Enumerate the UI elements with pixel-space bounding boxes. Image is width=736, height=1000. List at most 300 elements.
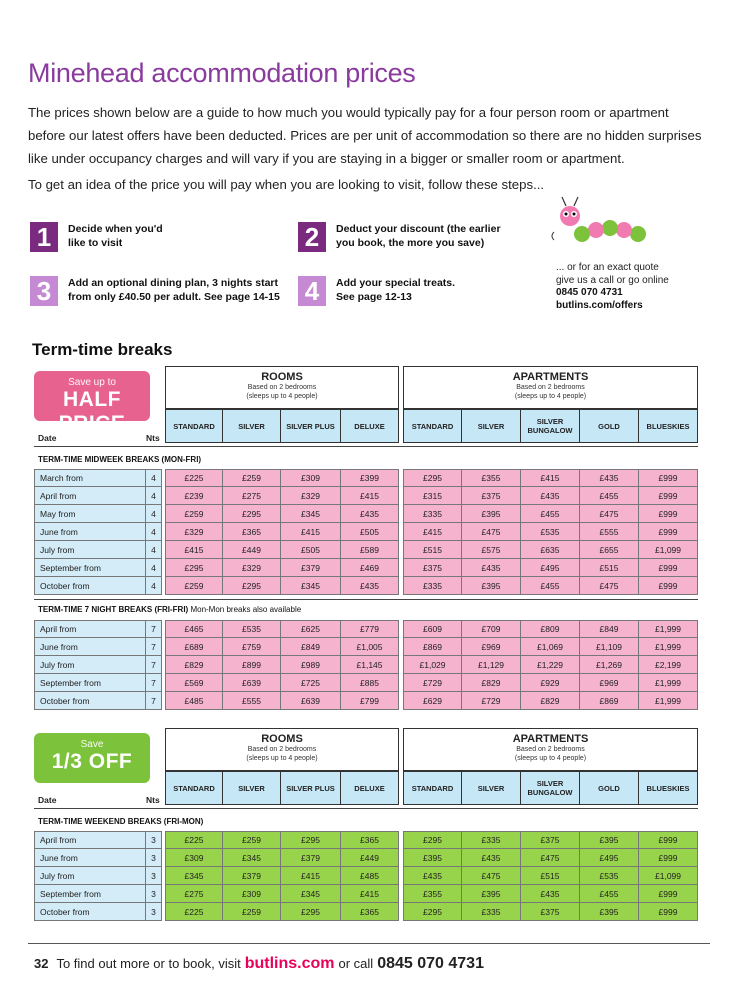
apartment-price-cell: £335 bbox=[403, 505, 462, 523]
quote-line-2: give us a call or go online bbox=[556, 274, 669, 286]
caterpillar-mascot-icon bbox=[548, 192, 658, 252]
row-date: July from bbox=[34, 867, 146, 885]
room-price-cell: £449 bbox=[341, 849, 399, 867]
row-nights: 3 bbox=[146, 867, 162, 885]
apartments-price-row bbox=[403, 656, 698, 674]
rooms-column-headers bbox=[165, 409, 399, 443]
room-price-cell: £589 bbox=[341, 541, 399, 559]
row-date: June from bbox=[34, 523, 146, 541]
room-price-cell: £379 bbox=[223, 867, 281, 885]
rooms-price-row bbox=[165, 867, 399, 885]
room-price-cell: £415 bbox=[281, 523, 341, 541]
room-price-cell: £379 bbox=[281, 849, 341, 867]
room-price-cell: £295 bbox=[281, 903, 341, 921]
table-row bbox=[34, 505, 162, 523]
room-price-cell: £259 bbox=[165, 577, 223, 595]
apartments-price-row bbox=[403, 885, 698, 903]
apartment-price-cell: £435 bbox=[521, 885, 580, 903]
rooms-price-row bbox=[165, 523, 399, 541]
apartment-price-cell: £849 bbox=[580, 620, 639, 638]
step-number-badge: 4 bbox=[298, 276, 326, 306]
apartment-price-cell: £515 bbox=[580, 559, 639, 577]
rooms-price-row bbox=[165, 577, 399, 595]
room-price-cell: £899 bbox=[223, 656, 281, 674]
apartment-price-cell: £455 bbox=[580, 487, 639, 505]
room-price-cell: £555 bbox=[223, 692, 281, 710]
quote-phone[interactable]: 0845 070 4731 bbox=[556, 287, 623, 298]
apartment-price-cell: £969 bbox=[462, 638, 521, 656]
room-price-cell: £415 bbox=[165, 541, 223, 559]
row-date: October from bbox=[34, 903, 146, 921]
step-4 bbox=[298, 276, 466, 306]
row-nights: 4 bbox=[146, 559, 162, 577]
apartment-price-cell: £709 bbox=[462, 620, 521, 638]
apartments-price-row bbox=[403, 903, 698, 921]
row-nights: 4 bbox=[146, 577, 162, 595]
apartments-price-row bbox=[403, 831, 698, 849]
table-row bbox=[34, 903, 162, 921]
step-1 bbox=[30, 222, 178, 252]
section-divider bbox=[34, 599, 698, 600]
room-price-cell: £535 bbox=[223, 620, 281, 638]
rooms-subtitle-1: Based on 2 bedrooms bbox=[247, 384, 317, 391]
apartments-group-header bbox=[403, 728, 698, 771]
room-price-cell: £485 bbox=[341, 867, 399, 885]
rooms-subtitle-1: Based on 2 bedrooms bbox=[247, 746, 317, 753]
row-nights: 3 bbox=[146, 831, 162, 849]
col-header: STANDARD bbox=[403, 409, 462, 443]
apartment-price-cell: £395 bbox=[462, 577, 521, 595]
section-title-weekend bbox=[38, 817, 203, 826]
room-price-cell: £259 bbox=[165, 505, 223, 523]
apartments-price-row bbox=[403, 505, 698, 523]
section-title-midweek bbox=[38, 455, 201, 464]
table-row bbox=[34, 674, 162, 692]
apartment-price-cell: £535 bbox=[521, 523, 580, 541]
half-price-badge bbox=[34, 371, 150, 435]
row-date: April from bbox=[34, 620, 146, 638]
room-price-cell: £465 bbox=[165, 620, 223, 638]
footer-phone[interactable]: 0845 070 4731 bbox=[377, 955, 484, 972]
row-nights: 7 bbox=[146, 638, 162, 656]
rooms-group-header bbox=[165, 366, 399, 409]
table-row bbox=[34, 692, 162, 710]
apartment-price-cell: £395 bbox=[580, 831, 639, 849]
apartment-price-cell: £999 bbox=[639, 487, 698, 505]
col-header: SILVER bbox=[462, 409, 521, 443]
room-price-cell: £239 bbox=[165, 487, 223, 505]
apartments-price-row bbox=[403, 692, 698, 710]
apartment-price-cell: £455 bbox=[521, 505, 580, 523]
room-price-cell: £505 bbox=[341, 523, 399, 541]
room-price-cell: £399 bbox=[341, 469, 399, 487]
apartment-price-cell: £435 bbox=[403, 867, 462, 885]
room-price-cell: £639 bbox=[223, 674, 281, 692]
badge-small-text: Save bbox=[80, 739, 104, 750]
col-header: DELUXE bbox=[341, 771, 399, 805]
room-price-cell: £415 bbox=[341, 885, 399, 903]
row-nights: 4 bbox=[146, 469, 162, 487]
room-price-cell: £989 bbox=[281, 656, 341, 674]
room-price-cell: £779 bbox=[341, 620, 399, 638]
apartments-price-row bbox=[403, 577, 698, 595]
apartment-price-cell: £295 bbox=[403, 469, 462, 487]
room-price-cell: £329 bbox=[165, 523, 223, 541]
rooms-group-header bbox=[165, 728, 399, 771]
rooms-price-row bbox=[165, 620, 399, 638]
row-date: May from bbox=[34, 505, 146, 523]
rooms-price-row bbox=[165, 831, 399, 849]
col-header: GOLD bbox=[580, 409, 639, 443]
room-price-cell: £569 bbox=[165, 674, 223, 692]
room-price-cell: £639 bbox=[281, 692, 341, 710]
date-column-label: Date bbox=[38, 795, 57, 805]
quote-url-link[interactable]: butlins.com/offers bbox=[556, 299, 643, 311]
table-row bbox=[34, 541, 162, 559]
room-price-cell: £309 bbox=[223, 885, 281, 903]
footer-or-call: or call bbox=[338, 956, 374, 971]
room-price-cell: £365 bbox=[341, 903, 399, 921]
apartment-price-cell: £475 bbox=[521, 849, 580, 867]
col-header: SILVER BUNGALOW bbox=[521, 771, 580, 805]
row-nights: 4 bbox=[146, 523, 162, 541]
row-nights: 3 bbox=[146, 885, 162, 903]
rooms-price-row bbox=[165, 505, 399, 523]
apartments-price-row bbox=[403, 523, 698, 541]
nights-column-label: Nts bbox=[146, 433, 160, 443]
rooms-title: ROOMS bbox=[261, 733, 303, 745]
rooms-price-row bbox=[165, 541, 399, 559]
apartments-subtitle-1: Based on 2 bedrooms bbox=[516, 746, 585, 753]
apartments-title: APARTMENTS bbox=[512, 733, 589, 745]
apartment-price-cell: £635 bbox=[521, 541, 580, 559]
apartment-price-cell: £999 bbox=[639, 523, 698, 541]
footer-brand-link[interactable]: butlins.com bbox=[244, 955, 335, 972]
table-row bbox=[34, 885, 162, 903]
row-nights: 4 bbox=[146, 487, 162, 505]
row-nights: 7 bbox=[146, 620, 162, 638]
room-price-cell: £725 bbox=[281, 674, 341, 692]
room-price-cell: £379 bbox=[281, 559, 341, 577]
apartment-price-cell: £495 bbox=[521, 559, 580, 577]
room-price-cell: £295 bbox=[223, 505, 281, 523]
apartment-price-cell: £1,999 bbox=[639, 692, 698, 710]
room-price-cell: £259 bbox=[223, 903, 281, 921]
apartment-price-cell: £1,999 bbox=[639, 620, 698, 638]
col-header: STANDARD bbox=[165, 409, 223, 443]
apartment-price-cell: £375 bbox=[521, 903, 580, 921]
apartment-price-cell: £999 bbox=[639, 831, 698, 849]
table-row bbox=[34, 577, 162, 595]
table-row bbox=[34, 831, 162, 849]
room-price-cell: £259 bbox=[223, 831, 281, 849]
rooms-price-row bbox=[165, 656, 399, 674]
apartment-price-cell: £515 bbox=[521, 867, 580, 885]
col-header: GOLD bbox=[580, 771, 639, 805]
rooms-price-row bbox=[165, 903, 399, 921]
apartment-price-cell: £869 bbox=[580, 692, 639, 710]
step-text: Add an optional dining plan, 3 nights start from only £40.50 per adult. See page 14-15 bbox=[68, 277, 280, 303]
step-number-badge: 2 bbox=[298, 222, 326, 252]
apartments-subtitle-1: Based on 2 bedrooms bbox=[516, 384, 585, 391]
apartment-price-cell: £999 bbox=[639, 505, 698, 523]
row-date: July from bbox=[34, 541, 146, 559]
apartments-price-row bbox=[403, 487, 698, 505]
col-header: SILVER BUNGALOW bbox=[521, 409, 580, 443]
apartment-price-cell: £455 bbox=[580, 885, 639, 903]
room-price-cell: £345 bbox=[223, 849, 281, 867]
apartments-column-headers bbox=[403, 771, 698, 805]
apartment-price-cell: £655 bbox=[580, 541, 639, 559]
room-price-cell: £885 bbox=[341, 674, 399, 692]
apartment-price-cell: £355 bbox=[462, 469, 521, 487]
row-date: April from bbox=[34, 487, 146, 505]
col-header: SILVER PLUS bbox=[281, 771, 341, 805]
section-title-text: TERM-TIME MIDWEEK BREAKS (MON-FRI) bbox=[38, 455, 202, 464]
apartment-price-cell: £355 bbox=[403, 885, 462, 903]
room-price-cell: £365 bbox=[341, 831, 399, 849]
apartment-price-cell: £495 bbox=[580, 849, 639, 867]
room-price-cell: £345 bbox=[281, 577, 341, 595]
room-price-cell: £275 bbox=[165, 885, 223, 903]
apartment-price-cell: £535 bbox=[580, 867, 639, 885]
row-date: June from bbox=[34, 638, 146, 656]
row-date: September from bbox=[34, 674, 146, 692]
room-price-cell: £295 bbox=[223, 577, 281, 595]
col-header: SILVER bbox=[223, 771, 281, 805]
room-price-cell: £415 bbox=[341, 487, 399, 505]
apartment-price-cell: £435 bbox=[521, 487, 580, 505]
rooms-price-row bbox=[165, 469, 399, 487]
rooms-subtitle-2: (sleeps up to 4 people) bbox=[246, 393, 318, 400]
badge-small-text: Save up to bbox=[68, 377, 116, 388]
apartments-price-row bbox=[403, 620, 698, 638]
room-price-cell: £435 bbox=[341, 505, 399, 523]
apartment-price-cell: £575 bbox=[462, 541, 521, 559]
apartment-price-cell: £435 bbox=[580, 469, 639, 487]
section-divider bbox=[34, 808, 698, 809]
row-date: March from bbox=[34, 469, 146, 487]
room-price-cell: £295 bbox=[165, 559, 223, 577]
apartment-price-cell: £729 bbox=[462, 692, 521, 710]
row-nights: 7 bbox=[146, 692, 162, 710]
apartments-price-row bbox=[403, 849, 698, 867]
apartments-subtitle-2: (sleeps up to 4 people) bbox=[514, 755, 587, 762]
apartment-price-cell: £415 bbox=[521, 469, 580, 487]
rooms-price-row bbox=[165, 692, 399, 710]
apartment-price-cell: £455 bbox=[521, 577, 580, 595]
room-price-cell: £345 bbox=[281, 505, 341, 523]
room-price-cell: £275 bbox=[223, 487, 281, 505]
apartment-price-cell: £1,999 bbox=[639, 638, 698, 656]
apartment-price-cell: £999 bbox=[639, 903, 698, 921]
table-row bbox=[34, 849, 162, 867]
apartment-price-cell: £999 bbox=[639, 885, 698, 903]
apartment-price-cell: £375 bbox=[521, 831, 580, 849]
apartment-price-cell: £929 bbox=[521, 674, 580, 692]
row-date: June from bbox=[34, 849, 146, 867]
step-text: Decide when you'd like to visit bbox=[68, 223, 163, 249]
rooms-price-row bbox=[165, 674, 399, 692]
col-header: SILVER bbox=[223, 409, 281, 443]
row-nights: 3 bbox=[146, 903, 162, 921]
room-price-cell: £345 bbox=[281, 885, 341, 903]
apartment-price-cell: £435 bbox=[462, 849, 521, 867]
room-price-cell: £505 bbox=[281, 541, 341, 559]
table-row bbox=[34, 867, 162, 885]
col-header: SILVER bbox=[462, 771, 521, 805]
apartment-price-cell: £809 bbox=[521, 620, 580, 638]
step-3 bbox=[30, 276, 298, 306]
col-header: DELUXE bbox=[341, 409, 399, 443]
apartment-price-cell: £395 bbox=[403, 849, 462, 867]
apartment-price-cell: £435 bbox=[462, 559, 521, 577]
step-number-badge: 3 bbox=[30, 276, 58, 306]
apartment-price-cell: £999 bbox=[639, 849, 698, 867]
apartment-price-cell: £1,999 bbox=[639, 674, 698, 692]
badge-big-text: HALF PRICE bbox=[58, 388, 126, 435]
room-price-cell: £1,005 bbox=[341, 638, 399, 656]
footer bbox=[34, 955, 484, 973]
col-header: SILVER PLUS bbox=[281, 409, 341, 443]
room-price-cell: £485 bbox=[165, 692, 223, 710]
room-price-cell: £799 bbox=[341, 692, 399, 710]
rooms-price-row bbox=[165, 559, 399, 577]
apartment-price-cell: £1,069 bbox=[521, 638, 580, 656]
room-price-cell: £469 bbox=[341, 559, 399, 577]
table-row bbox=[34, 656, 162, 674]
step-2 bbox=[298, 222, 521, 252]
room-price-cell: £435 bbox=[341, 577, 399, 595]
section-divider bbox=[34, 446, 698, 447]
room-price-cell: £225 bbox=[165, 469, 223, 487]
apartment-price-cell: £969 bbox=[580, 674, 639, 692]
apartments-subtitle-2: (sleeps up to 4 people) bbox=[514, 393, 587, 400]
rooms-price-row bbox=[165, 487, 399, 505]
apartment-price-cell: £999 bbox=[639, 559, 698, 577]
apartment-price-cell: £475 bbox=[580, 577, 639, 595]
rooms-price-row bbox=[165, 885, 399, 903]
table-row bbox=[34, 638, 162, 656]
apartment-price-cell: £475 bbox=[580, 505, 639, 523]
apartments-column-headers bbox=[403, 409, 698, 443]
page-title: Minehead accommodation prices bbox=[28, 58, 416, 88]
rooms-subtitle-2: (sleeps up to 4 people) bbox=[246, 755, 318, 762]
table-row bbox=[34, 487, 162, 505]
apartment-price-cell: £555 bbox=[580, 523, 639, 541]
apartment-price-cell: £1,129 bbox=[462, 656, 521, 674]
room-price-cell: £849 bbox=[281, 638, 341, 656]
apartment-price-cell: £415 bbox=[403, 523, 462, 541]
row-nights: 4 bbox=[146, 505, 162, 523]
room-price-cell: £329 bbox=[281, 487, 341, 505]
col-header: STANDARD bbox=[403, 771, 462, 805]
row-nights: 7 bbox=[146, 656, 162, 674]
apartments-price-row bbox=[403, 559, 698, 577]
row-date: October from bbox=[34, 577, 146, 595]
apartment-price-cell: £375 bbox=[403, 559, 462, 577]
rooms-column-headers bbox=[165, 771, 399, 805]
apartments-price-row bbox=[403, 541, 698, 559]
rooms-price-row bbox=[165, 849, 399, 867]
footer-divider bbox=[28, 943, 710, 944]
step-number-badge: 1 bbox=[30, 222, 58, 252]
apartments-price-row bbox=[403, 469, 698, 487]
room-price-cell: £225 bbox=[165, 831, 223, 849]
row-nights: 4 bbox=[146, 541, 162, 559]
col-header: BLUESKIES bbox=[639, 771, 698, 805]
apartment-price-cell: £515 bbox=[403, 541, 462, 559]
apartment-price-cell: £609 bbox=[403, 620, 462, 638]
room-price-cell: £329 bbox=[223, 559, 281, 577]
row-date: September from bbox=[34, 885, 146, 903]
col-header: BLUESKIES bbox=[639, 409, 698, 443]
apartment-price-cell: £1,109 bbox=[580, 638, 639, 656]
apartments-price-row bbox=[403, 674, 698, 692]
section-note: Mon-Mon breaks also available bbox=[190, 605, 302, 614]
apartments-price-row bbox=[403, 638, 698, 656]
room-price-cell: £309 bbox=[281, 469, 341, 487]
third-off-badge bbox=[34, 733, 150, 783]
section-title-7night bbox=[38, 605, 301, 614]
apartment-price-cell: £1,099 bbox=[639, 867, 698, 885]
apartment-price-cell: £629 bbox=[403, 692, 462, 710]
apartment-price-cell: £999 bbox=[639, 469, 698, 487]
row-date: July from bbox=[34, 656, 146, 674]
row-date: September from bbox=[34, 559, 146, 577]
room-price-cell: £365 bbox=[223, 523, 281, 541]
apartment-price-cell: £395 bbox=[580, 903, 639, 921]
room-price-cell: £259 bbox=[223, 469, 281, 487]
apartment-price-cell: £829 bbox=[462, 674, 521, 692]
section-heading: Term-time breaks bbox=[32, 340, 173, 359]
apartment-price-cell: £395 bbox=[462, 505, 521, 523]
room-price-cell: £829 bbox=[165, 656, 223, 674]
rooms-price-row bbox=[165, 638, 399, 656]
apartment-price-cell: £375 bbox=[462, 487, 521, 505]
room-price-cell: £625 bbox=[281, 620, 341, 638]
row-nights: 3 bbox=[146, 849, 162, 867]
apartment-price-cell: £1,229 bbox=[521, 656, 580, 674]
quote-line-1: ... or for an exact quote bbox=[556, 262, 659, 273]
steps-lead: To get an idea of the price you will pay when you are looking to visit, follow these steps... bbox=[28, 177, 545, 192]
step-text: Add your special treats. See page 12-13 bbox=[336, 277, 456, 303]
step-text: Deduct your discount (the earlier you book, the more you save) bbox=[336, 223, 501, 249]
room-price-cell: £689 bbox=[165, 638, 223, 656]
row-date: April from bbox=[34, 831, 146, 849]
page-number: 32 bbox=[34, 956, 49, 971]
badge-big-text: 1/3 OFF bbox=[51, 750, 133, 773]
nights-column-label: Nts bbox=[146, 795, 160, 805]
room-price-cell: £225 bbox=[165, 903, 223, 921]
apartment-price-cell: £2,199 bbox=[639, 656, 698, 674]
apartment-price-cell: £315 bbox=[403, 487, 462, 505]
intro-text: The prices shown below are a guide to how much you would typically pay for a four person room or apartment before our latest offers have been deducted. Prices are per unit of accommodation so there are no hidden surprises like under occupancy charges and will vary if you are staying in a bigger or smaller room or apartment. bbox=[28, 105, 702, 166]
table-row bbox=[34, 523, 162, 541]
apartment-price-cell: £395 bbox=[462, 885, 521, 903]
apartment-price-cell: £335 bbox=[403, 577, 462, 595]
table-row bbox=[34, 620, 162, 638]
room-price-cell: £759 bbox=[223, 638, 281, 656]
col-header: STANDARD bbox=[165, 771, 223, 805]
date-column-label: Date bbox=[38, 433, 57, 443]
row-nights: 7 bbox=[146, 674, 162, 692]
apartments-group-header bbox=[403, 366, 698, 409]
apartment-price-cell: £1,269 bbox=[580, 656, 639, 674]
apartment-price-cell: £475 bbox=[462, 523, 521, 541]
room-price-cell: £309 bbox=[165, 849, 223, 867]
section-title-text: TERM-TIME WEEKEND BREAKS (FRI-MON) bbox=[38, 817, 204, 826]
